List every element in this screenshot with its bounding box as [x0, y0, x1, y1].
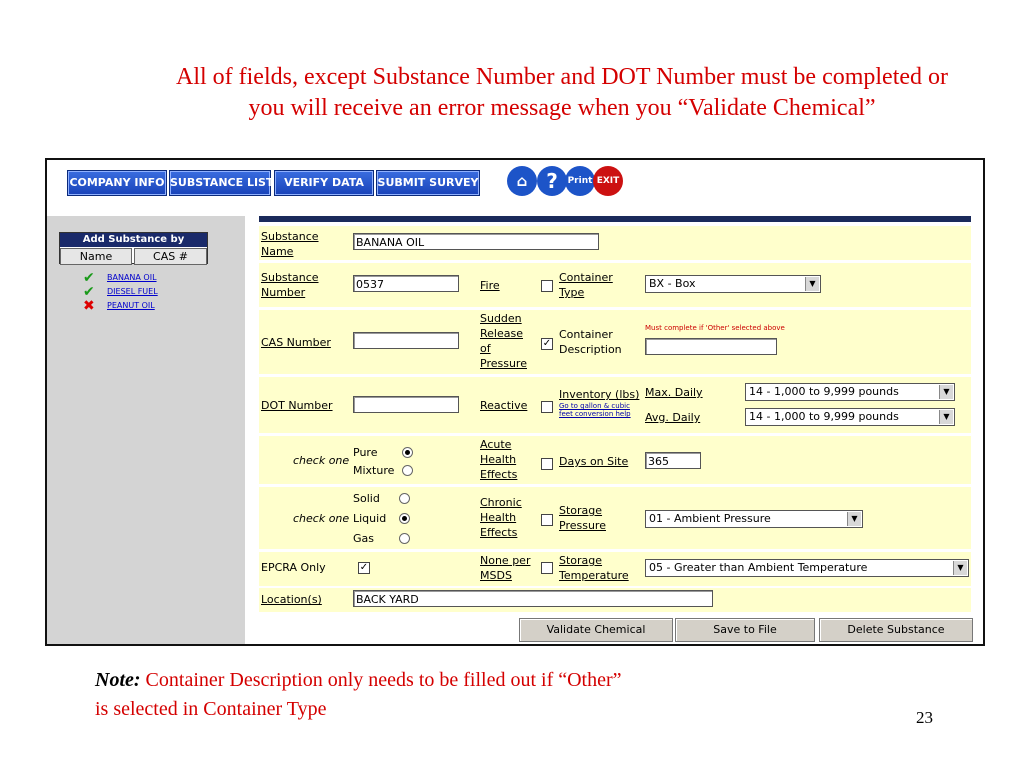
storage-pressure-select[interactable] — [645, 510, 863, 528]
top-toolbar — [47, 160, 983, 216]
submit-survey-button[interactable]: SUBMIT SURVEY — [376, 170, 480, 196]
chronic-health-effects-checkbox[interactable] — [541, 514, 553, 526]
fire-label: Fire — [480, 279, 500, 292]
mixture-radio[interactable] — [402, 465, 413, 476]
epcra-only-checkbox[interactable]: ✓ — [359, 562, 369, 573]
add-by-cas-button[interactable]: CAS # — [134, 248, 207, 265]
days-on-site-label: Days on Site — [559, 455, 629, 468]
delete-substance-button[interactable]: Delete Substance — [819, 618, 973, 642]
page-number: 23 — [916, 708, 933, 727]
sudden-release-label: Sudden Release of Pressure — [480, 312, 527, 370]
days-on-site-input[interactable]: 365 — [645, 452, 701, 469]
mixture-label: Mixture — [353, 464, 395, 477]
exit-icon[interactable]: EXIT — [593, 166, 623, 196]
none-per-msds-label: None per MSDS — [480, 554, 531, 582]
add-substance-panel — [59, 232, 208, 264]
max-daily-value: 14 - 1,000 to 9,999 pounds — [749, 385, 899, 398]
sidebar — [47, 216, 245, 644]
chevron-down-icon: ▼ — [939, 410, 953, 424]
validate-chemical-button[interactable]: Validate Chemical — [519, 618, 673, 642]
substance-number-label: Substance Number — [261, 271, 319, 299]
storage-temperature-value: 05 - Greater than Ambient Temperature — [649, 561, 868, 574]
storage-temperature-label: Storage Temperature — [559, 554, 629, 582]
sudden-release-checkbox[interactable]: ✓ — [542, 338, 552, 349]
solid-radio[interactable] — [399, 493, 410, 504]
pure-label: Pure — [353, 446, 378, 459]
dot-number-label: DOT Number — [261, 399, 333, 412]
liquid-label: Liquid — [353, 512, 387, 525]
acute-health-effects-checkbox[interactable] — [541, 458, 553, 470]
check-one-label-1: check one — [293, 454, 350, 467]
substance-number-input[interactable]: 0537 — [353, 275, 459, 292]
substance-link-diesel-fuel[interactable]: DIESEL FUEL — [107, 287, 158, 296]
conversion-help-link[interactable]: Go to gallon & cubic feet conversion help — [559, 402, 631, 418]
check-one-label-2: check one — [293, 512, 350, 525]
slide-heading: All of fields, except Substance Number and DOT Number must be completed or you will receive an error message when you “Validate Chemical” — [175, 64, 949, 121]
container-description-label: Container Description — [559, 328, 622, 356]
note-label: Note: — [95, 669, 141, 691]
reactive-checkbox[interactable] — [541, 401, 553, 413]
reactive-label: Reactive — [480, 399, 528, 412]
note-text-line2: is selected in Container Type — [95, 698, 327, 720]
substance-name-input[interactable]: BANANA OIL — [353, 233, 599, 250]
print-icon[interactable]: Print — [565, 166, 595, 196]
storage-pressure-label: Storage Pressure — [559, 504, 606, 532]
home-icon[interactable]: ⌂ — [507, 166, 537, 196]
x-icon: ✖ — [83, 298, 95, 314]
check-icon: ✔ — [83, 270, 95, 286]
note-text-line1: Container Description only needs to be filled out if “Other” — [145, 669, 622, 691]
avg-daily-label: Avg. Daily — [645, 411, 701, 424]
none-per-msds-checkbox[interactable] — [541, 562, 553, 574]
max-daily-label: Max. Daily — [645, 386, 703, 399]
container-type-value: BX - Box — [649, 277, 696, 290]
location-input[interactable]: BACK YARD — [353, 590, 713, 607]
container-description-input[interactable] — [645, 338, 777, 355]
fire-checkbox[interactable] — [541, 280, 553, 292]
save-to-file-button[interactable]: Save to File — [675, 618, 815, 642]
form-header-bar — [259, 216, 971, 222]
add-by-name-button[interactable]: Name — [60, 248, 132, 265]
substance-list-button[interactable]: SUBSTANCE LIST — [169, 170, 271, 196]
cas-number-label: CAS Number — [261, 336, 331, 349]
avg-daily-select[interactable] — [745, 408, 955, 426]
location-label: Location(s) — [261, 593, 322, 606]
company-info-button[interactable]: COMPANY INFO — [67, 170, 167, 196]
liquid-radio[interactable] — [399, 513, 410, 524]
verify-data-button[interactable]: VERIFY DATA — [274, 170, 374, 196]
gas-radio[interactable] — [399, 533, 410, 544]
add-substance-title: Add Substance by — [60, 233, 207, 247]
substance-link-banana-oil[interactable]: BANANA OIL — [107, 273, 157, 282]
app-window — [45, 158, 985, 646]
max-daily-select[interactable] — [745, 383, 955, 401]
solid-label: Solid — [353, 492, 380, 505]
substance-name-label: Substance Name — [261, 230, 319, 258]
storage-temperature-select[interactable] — [645, 559, 969, 577]
acute-health-effects-label: Acute Health Effects — [480, 438, 518, 481]
chevron-down-icon: ▼ — [805, 277, 819, 291]
chevron-down-icon: ▼ — [847, 512, 861, 526]
epcra-only-label: EPCRA Only — [261, 561, 326, 574]
note — [95, 666, 622, 724]
container-type-select[interactable] — [645, 275, 821, 293]
pure-radio[interactable] — [402, 447, 413, 458]
avg-daily-value: 14 - 1,000 to 9,999 pounds — [749, 410, 899, 423]
gas-label: Gas — [353, 532, 374, 545]
must-complete-note: Must complete if 'Other' selected above — [645, 324, 785, 332]
chevron-down-icon: ▼ — [953, 561, 967, 575]
cas-number-input[interactable] — [353, 332, 459, 349]
substance-link-peanut-oil[interactable]: PEANUT OIL — [107, 301, 155, 310]
container-type-label: Container Type — [559, 271, 613, 299]
inventory-label: Inventory (lbs) — [559, 388, 640, 401]
storage-pressure-value: 01 - Ambient Pressure — [649, 512, 771, 525]
chronic-health-effects-label: Chronic Health Effects — [480, 496, 522, 539]
chevron-down-icon: ▼ — [939, 385, 953, 399]
help-icon[interactable]: ? — [537, 166, 567, 196]
check-icon: ✔ — [83, 284, 95, 300]
dot-number-input[interactable] — [353, 396, 459, 413]
